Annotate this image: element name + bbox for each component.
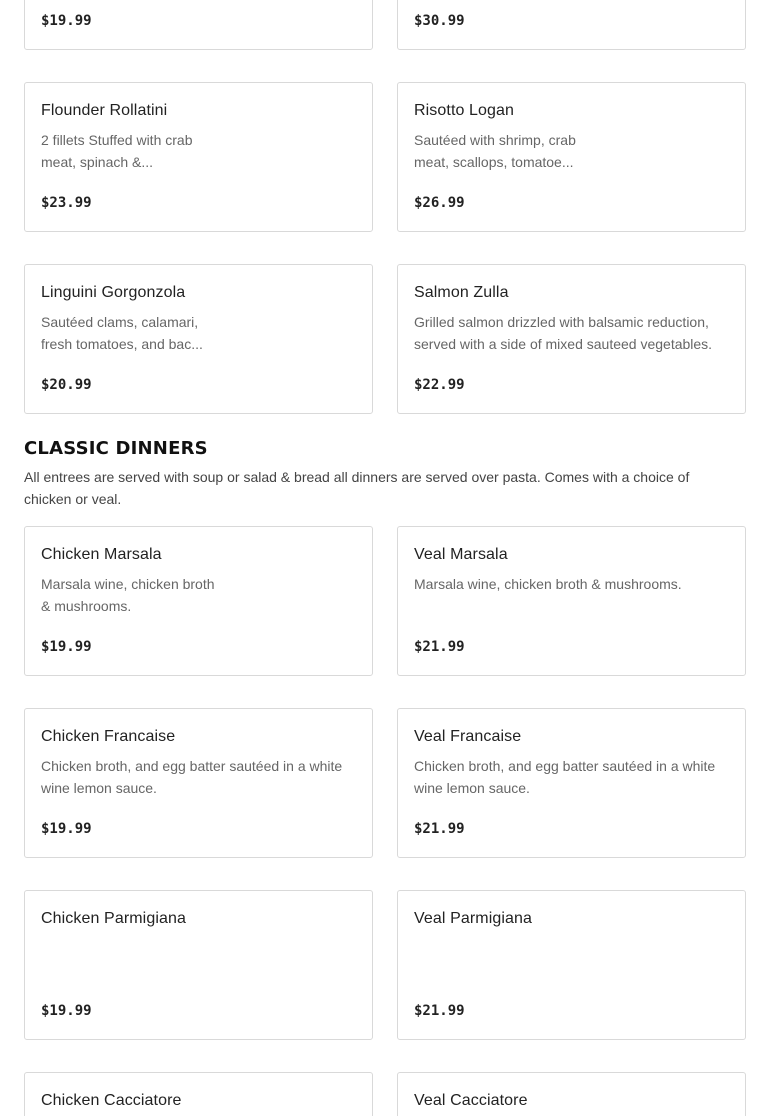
menu-item-price: $19.99 (41, 13, 92, 29)
menu-item-card[interactable] (24, 1072, 373, 1116)
menu-item-card[interactable] (24, 890, 373, 1040)
menu-item-name: Chicken Cacciatore (41, 1092, 182, 1109)
menu-item-name: Flounder Rollatini (41, 102, 168, 119)
menu-item-card[interactable] (397, 1072, 746, 1116)
menu-item-price: $20.99 (41, 377, 92, 393)
menu-item-description: Grilled salmon drizzled with balsamic reduction, served with a side of mixed sauteed vegetables. (414, 314, 713, 352)
menu-item-price: $19.99 (41, 1003, 92, 1019)
menu-item-card[interactable] (397, 708, 746, 858)
menu-item-name: Veal Cacciatore (414, 1092, 528, 1109)
menu-item-card[interactable] (397, 526, 746, 676)
menu-item-description: Marsala wine, chicken broth & mushrooms. (414, 576, 682, 592)
section-description: All entrees are served with soup or salad & bread all dinners are served over pasta. Comes with a choice of chicken or veal. (24, 469, 690, 507)
menu-item-description: Marsala wine, chicken broth & mushrooms. (41, 576, 215, 614)
menu-item-card[interactable] (397, 264, 746, 414)
section-title: CLASSIC DINNERS (24, 438, 208, 459)
menu-item-card[interactable] (397, 82, 746, 232)
menu-item-description: 2 fillets Stuffed with crab meat, spinach &... (41, 132, 193, 170)
menu-item-description: Chicken broth, and egg batter sautéed in a white wine lemon sauce. (414, 758, 716, 796)
menu-item-price: $21.99 (414, 1003, 465, 1019)
menu-item-card[interactable] (24, 526, 373, 676)
menu-item-name: Linguini Gorgonzola (41, 284, 186, 301)
menu-item-price: $21.99 (414, 821, 465, 837)
menu-item-name: Chicken Parmigiana (41, 910, 186, 927)
menu-item-card[interactable] (24, 0, 373, 50)
menu-item-price: $30.99 (414, 13, 465, 29)
menu-item-name: Chicken Francaise (41, 728, 176, 745)
menu-item-name: Chicken Marsala (41, 546, 162, 563)
menu-item-name: Salmon Zulla (414, 284, 509, 301)
menu-item-price: $21.99 (414, 639, 465, 655)
menu-item-description: Chicken broth, and egg batter sautéed in a white wine lemon sauce. (41, 758, 343, 796)
menu-item-card[interactable] (397, 0, 746, 50)
menu-item-name: Risotto Logan (414, 102, 515, 119)
menu-item-card[interactable] (24, 82, 373, 232)
menu-item-price: $23.99 (41, 195, 92, 211)
menu-item-card[interactable] (24, 708, 373, 858)
menu-item-price: $19.99 (41, 639, 92, 655)
menu-item-name: Veal Marsala (414, 546, 508, 563)
menu-item-name: Veal Francaise (414, 728, 522, 745)
menu-item-card[interactable] (24, 264, 373, 414)
menu-item-name: Veal Parmigiana (414, 910, 533, 927)
menu-item-card[interactable] (397, 890, 746, 1040)
menu-item-price: $19.99 (41, 821, 92, 837)
menu-item-description: Sautéed with shrimp, crab meat, scallops, tomatoe... (414, 132, 576, 170)
menu-item-price: $26.99 (414, 195, 465, 211)
menu-item-price: $22.99 (414, 377, 465, 393)
menu-item-description: Sautéed clams, calamari, fresh tomatoes, and bac... (41, 314, 203, 352)
